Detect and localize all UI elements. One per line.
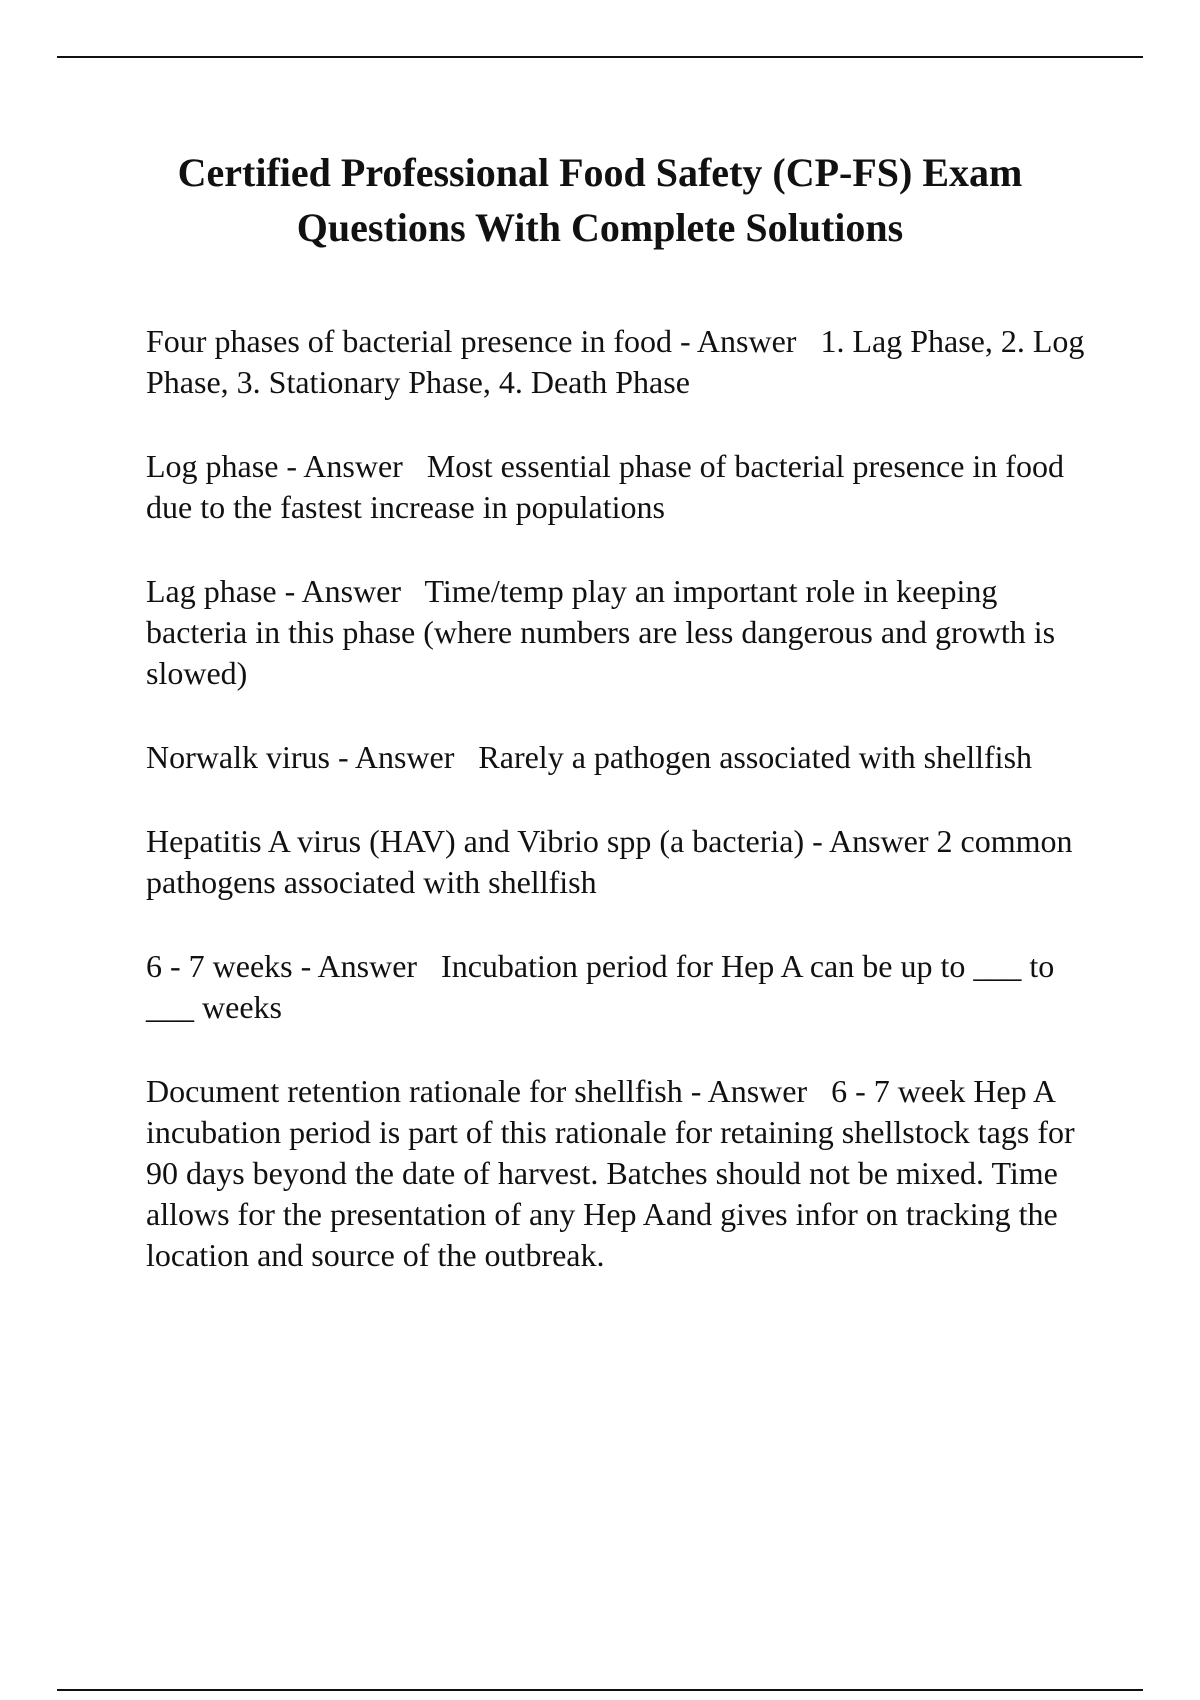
qa-item-incubation-weeks [146, 946, 1106, 1028]
qa-separator: - Answer [804, 823, 937, 859]
qa-answer: Rarely a pathogen associated with shellfish [478, 739, 1033, 775]
qa-separator: - Answer [329, 739, 479, 775]
qa-term: Four phases of bacterial presence in food [146, 323, 673, 359]
qa-item-log-phase [146, 446, 1106, 528]
qa-list [146, 321, 1106, 1276]
qa-answer: 6 - 7 week Hep A incubation period is part of this rationale for retaining shellstock tags for 90 days beyond the date of harvest. Batches should not be mixed. Time allows for the presentation of any Hep Aand gives infor on tracking the location and source of the outbreak. [146, 1073, 1075, 1273]
qa-term: Document retention rationale for shellfish [146, 1073, 683, 1109]
qa-answer: 2 common pathogens associated with shellfish [146, 823, 1073, 900]
qa-item-hav-vibrio [146, 821, 1106, 903]
qa-answer: Time/temp play an important role in keeping bacteria in this phase (where numbers are less dangerous and growth is slowed) [146, 573, 1056, 691]
title-line-2: Questions With Complete Solutions [296, 205, 904, 250]
qa-separator: - Answer [672, 323, 821, 359]
qa-answer: Most essential phase of bacterial presence in food due to the fastest increase in populations [146, 448, 1064, 525]
title-line-1: Certified Professional Food Safety (CP-FS) Exam [177, 150, 1023, 195]
page-title [100, 145, 1100, 255]
qa-item-norwalk-virus [146, 737, 1106, 778]
qa-term: Norwalk virus [146, 739, 330, 775]
bottom-rule [57, 1689, 1143, 1691]
qa-answer: 1. Lag Phase, 2. Log Phase, 3. Stationary Phase, 4. Death Phase [146, 323, 1085, 400]
qa-term: Log phase [146, 448, 279, 484]
qa-separator: - Answer [682, 1073, 832, 1109]
qa-separator: - Answer [292, 948, 442, 984]
qa-separator: - Answer [278, 448, 427, 484]
qa-term: Hepatitis A virus (HAV) and Vibrio spp (a bacteria) [146, 823, 805, 859]
top-rule [57, 56, 1143, 58]
qa-term: Lag phase [146, 573, 277, 609]
qa-term: 6 - 7 weeks [146, 948, 293, 984]
qa-separator: - Answer [276, 573, 425, 609]
qa-item-bacterial-phases [146, 321, 1106, 403]
qa-item-lag-phase [146, 571, 1106, 694]
qa-answer: Incubation period for Hep A can be up to ___ to ___ weeks [146, 948, 1055, 1025]
qa-item-document-retention [146, 1071, 1106, 1276]
